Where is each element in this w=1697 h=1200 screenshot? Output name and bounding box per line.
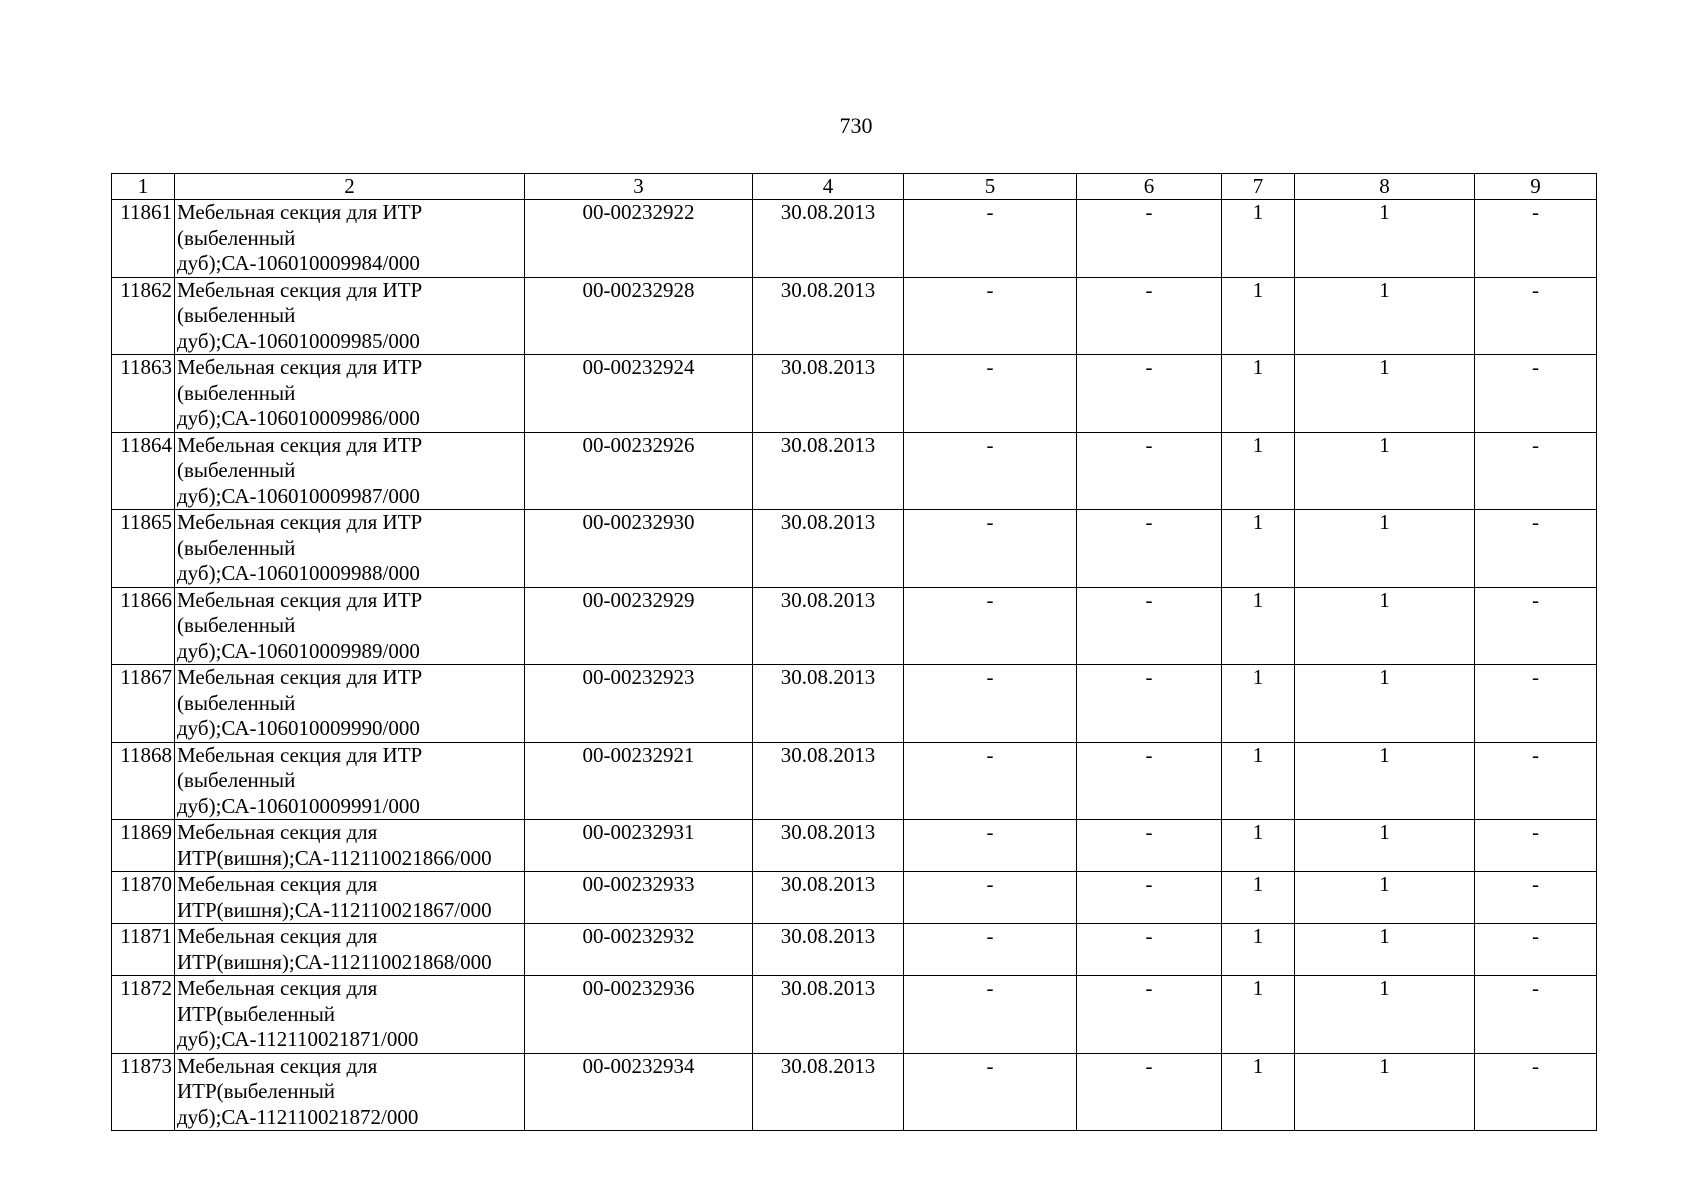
column-5-cell: -: [904, 277, 1077, 355]
column-9-cell: -: [1475, 872, 1597, 924]
inventory-number-cell: 00-00232926: [525, 432, 753, 510]
column-header: 2: [175, 174, 525, 200]
column-9-cell: -: [1475, 355, 1597, 433]
date-cell: 30.08.2013: [753, 820, 904, 872]
table-row: [112, 665, 1597, 743]
row-number-cell: 11864: [112, 432, 175, 510]
column-9-cell: -: [1475, 665, 1597, 743]
asset-name-line: дуб);СА-106010009990/000: [177, 716, 420, 740]
column-7-cell: 1: [1222, 924, 1295, 976]
inventory-number-cell: 00-00232923: [525, 665, 753, 743]
column-6-cell: -: [1077, 742, 1222, 820]
column-8-cell: 1: [1295, 510, 1475, 588]
asset-name-cell: [175, 820, 525, 872]
column-header: 1: [112, 174, 175, 200]
column-7-cell: 1: [1222, 976, 1295, 1054]
asset-name-line: ИТР(вишня);СА-112110021866/000: [177, 845, 492, 870]
column-6-cell: -: [1077, 1053, 1222, 1131]
date-cell: 30.08.2013: [753, 742, 904, 820]
asset-name-line: Мебельная секция для: [177, 820, 378, 844]
date-cell: 30.08.2013: [753, 200, 904, 278]
column-8-cell: 1: [1295, 432, 1475, 510]
column-6-cell: -: [1077, 510, 1222, 588]
asset-name-line: дуб);СА-106010009989/000: [177, 638, 420, 663]
table-row: [112, 1053, 1597, 1131]
date-cell: 30.08.2013: [753, 872, 904, 924]
table-row: [112, 924, 1597, 976]
column-8-cell: 1: [1295, 820, 1475, 872]
asset-name-line: (выбеленный: [177, 690, 296, 715]
table-row: [112, 277, 1597, 355]
column-7-cell: 1: [1222, 587, 1295, 665]
column-header: 5: [904, 174, 1077, 200]
asset-name-line: (выбеленный: [177, 535, 296, 560]
asset-name-line: дуб);СА-112110021871/000: [177, 1027, 419, 1051]
row-number-cell: 11868: [112, 742, 175, 820]
column-5-cell: -: [904, 976, 1077, 1054]
column-5-cell: -: [904, 510, 1077, 588]
row-number-cell: 11871: [112, 924, 175, 976]
column-7-cell: 1: [1222, 510, 1295, 588]
column-header: 4: [753, 174, 904, 200]
asset-name-cell: [175, 742, 525, 820]
column-8-cell: 1: [1295, 277, 1475, 355]
asset-name-line: ИТР(вишня);СА-112110021867/000: [177, 897, 492, 922]
column-5-cell: -: [904, 587, 1077, 665]
table-row: [112, 587, 1597, 665]
asset-name-line: дуб);СА-106010009984/000: [177, 251, 420, 275]
asset-name-line: Мебельная секция для ИТР: [177, 432, 423, 457]
column-5-cell: -: [904, 924, 1077, 976]
column-header: 7: [1222, 174, 1295, 200]
column-number-header-row: [112, 174, 1597, 200]
asset-register-table: [111, 173, 1597, 1131]
asset-name-cell: [175, 872, 525, 924]
asset-name-line: дуб);СА-106010009988/000: [177, 561, 420, 585]
column-7-cell: 1: [1222, 277, 1295, 355]
column-7-cell: 1: [1222, 200, 1295, 278]
asset-name-line: (выбеленный: [177, 225, 296, 250]
date-cell: 30.08.2013: [753, 924, 904, 976]
asset-name-line: дуб);СА-106010009987/000: [177, 483, 420, 508]
inventory-number-cell: 00-00232930: [525, 510, 753, 588]
inventory-number-cell: 00-00232932: [525, 924, 753, 976]
date-cell: 30.08.2013: [753, 432, 904, 510]
column-5-cell: -: [904, 432, 1077, 510]
column-8-cell: 1: [1295, 665, 1475, 743]
row-number-cell: 11861: [112, 200, 175, 278]
asset-name-cell: [175, 665, 525, 743]
date-cell: 30.08.2013: [753, 1053, 904, 1131]
asset-name-cell: [175, 976, 525, 1054]
column-6-cell: -: [1077, 872, 1222, 924]
asset-name-line: (выбеленный: [177, 458, 296, 482]
date-cell: 30.08.2013: [753, 665, 904, 743]
asset-name-line: ИТР(выбеленный: [177, 1001, 336, 1026]
column-7-cell: 1: [1222, 665, 1295, 743]
column-6-cell: -: [1077, 200, 1222, 278]
asset-name-line: (выбеленный: [177, 303, 296, 327]
column-7-cell: 1: [1222, 355, 1295, 433]
table-row: [112, 976, 1597, 1054]
asset-name-cell: [175, 277, 525, 355]
asset-name-line: Мебельная секция для ИТР: [177, 665, 423, 689]
asset-name-cell: [175, 587, 525, 665]
column-7-cell: 1: [1222, 432, 1295, 510]
column-7-cell: 1: [1222, 872, 1295, 924]
table-row: [112, 742, 1597, 820]
asset-name-line: Мебельная секция для: [177, 1053, 378, 1078]
asset-name-line: (выбеленный: [177, 380, 296, 405]
column-5-cell: -: [904, 872, 1077, 924]
column-9-cell: -: [1475, 924, 1597, 976]
table-row: [112, 872, 1597, 924]
column-6-cell: -: [1077, 820, 1222, 872]
asset-name-line: Мебельная секция для: [177, 872, 378, 896]
column-6-cell: -: [1077, 355, 1222, 433]
column-9-cell: -: [1475, 510, 1597, 588]
column-9-cell: -: [1475, 432, 1597, 510]
inventory-number-cell: 00-00232933: [525, 872, 753, 924]
asset-name-line: Мебельная секция для ИТР: [177, 277, 423, 302]
date-cell: 30.08.2013: [753, 277, 904, 355]
column-7-cell: 1: [1222, 820, 1295, 872]
inventory-number-cell: 00-00232934: [525, 1053, 753, 1131]
row-number-cell: 11870: [112, 872, 175, 924]
page-number: 730: [839, 113, 873, 138]
inventory-number-cell: 00-00232924: [525, 355, 753, 433]
asset-name-line: дуб);СА-106010009986/000: [177, 406, 420, 430]
column-5-cell: -: [904, 355, 1077, 433]
inventory-number-cell: 00-00232921: [525, 742, 753, 820]
column-9-cell: -: [1475, 587, 1597, 665]
register-body: [112, 200, 1597, 1131]
column-6-cell: -: [1077, 277, 1222, 355]
asset-name-line: Мебельная секция для: [177, 976, 378, 1000]
column-5-cell: -: [904, 200, 1077, 278]
inventory-number-cell: 00-00232931: [525, 820, 753, 872]
column-9-cell: -: [1475, 200, 1597, 278]
row-number-cell: 11863: [112, 355, 175, 433]
row-number-cell: 11869: [112, 820, 175, 872]
column-8-cell: 1: [1295, 355, 1475, 433]
column-9-cell: -: [1475, 820, 1597, 872]
asset-name-line: ИТР(вишня);СА-112110021868/000: [177, 949, 492, 974]
column-5-cell: -: [904, 1053, 1077, 1131]
asset-name-cell: [175, 432, 525, 510]
table-row: [112, 355, 1597, 433]
column-header: 6: [1077, 174, 1222, 200]
column-8-cell: 1: [1295, 872, 1475, 924]
table-row: [112, 200, 1597, 278]
column-6-cell: -: [1077, 432, 1222, 510]
column-6-cell: -: [1077, 587, 1222, 665]
column-8-cell: 1: [1295, 924, 1475, 976]
asset-name-cell: [175, 200, 525, 278]
asset-name-line: ИТР(выбеленный: [177, 1079, 336, 1103]
column-5-cell: -: [904, 665, 1077, 743]
table-row: [112, 510, 1597, 588]
asset-name-line: (выбеленный: [177, 768, 296, 792]
column-header: 8: [1295, 174, 1475, 200]
column-header: 9: [1475, 174, 1597, 200]
column-6-cell: -: [1077, 924, 1222, 976]
inventory-number-cell: 00-00232929: [525, 587, 753, 665]
inventory-number-cell: 00-00232936: [525, 976, 753, 1054]
asset-name-line: Мебельная секция для: [177, 924, 378, 948]
asset-name-cell: [175, 355, 525, 433]
column-8-cell: 1: [1295, 742, 1475, 820]
date-cell: 30.08.2013: [753, 587, 904, 665]
asset-name-line: (выбеленный: [177, 613, 296, 637]
column-header: 3: [525, 174, 753, 200]
column-5-cell: -: [904, 742, 1077, 820]
row-number-cell: 11873: [112, 1053, 175, 1131]
column-5-cell: -: [904, 820, 1077, 872]
row-number-cell: 11865: [112, 510, 175, 588]
column-6-cell: -: [1077, 976, 1222, 1054]
row-number-cell: 11872: [112, 976, 175, 1054]
asset-name-line: Мебельная секция для ИТР: [177, 355, 423, 379]
table-row: [112, 820, 1597, 872]
date-cell: 30.08.2013: [753, 976, 904, 1054]
inventory-number-cell: 00-00232928: [525, 277, 753, 355]
row-number-cell: 11862: [112, 277, 175, 355]
table-row: [112, 432, 1597, 510]
column-8-cell: 1: [1295, 1053, 1475, 1131]
asset-name-cell: [175, 1053, 525, 1131]
date-cell: 30.08.2013: [753, 355, 904, 433]
asset-name-cell: [175, 510, 525, 588]
inventory-number-cell: 00-00232922: [525, 200, 753, 278]
column-9-cell: -: [1475, 1053, 1597, 1131]
column-9-cell: -: [1475, 742, 1597, 820]
asset-name-line: дуб);СА-106010009985/000: [177, 328, 420, 353]
asset-name-line: Мебельная секция для ИТР: [177, 587, 423, 612]
column-7-cell: 1: [1222, 742, 1295, 820]
asset-name-line: Мебельная секция для ИТР: [177, 200, 423, 224]
row-number-cell: 11866: [112, 587, 175, 665]
asset-name-line: Мебельная секция для ИТР: [177, 510, 423, 534]
column-9-cell: -: [1475, 277, 1597, 355]
column-8-cell: 1: [1295, 200, 1475, 278]
asset-name-line: дуб);СА-112110021872/000: [177, 1104, 419, 1129]
row-number-cell: 11867: [112, 665, 175, 743]
column-7-cell: 1: [1222, 1053, 1295, 1131]
asset-name-line: Мебельная секция для ИТР: [177, 742, 423, 767]
asset-name-cell: [175, 924, 525, 976]
asset-name-line: дуб);СА-106010009991/000: [177, 793, 420, 818]
column-8-cell: 1: [1295, 976, 1475, 1054]
date-cell: 30.08.2013: [753, 510, 904, 588]
column-8-cell: 1: [1295, 587, 1475, 665]
column-9-cell: -: [1475, 976, 1597, 1054]
column-6-cell: -: [1077, 665, 1222, 743]
